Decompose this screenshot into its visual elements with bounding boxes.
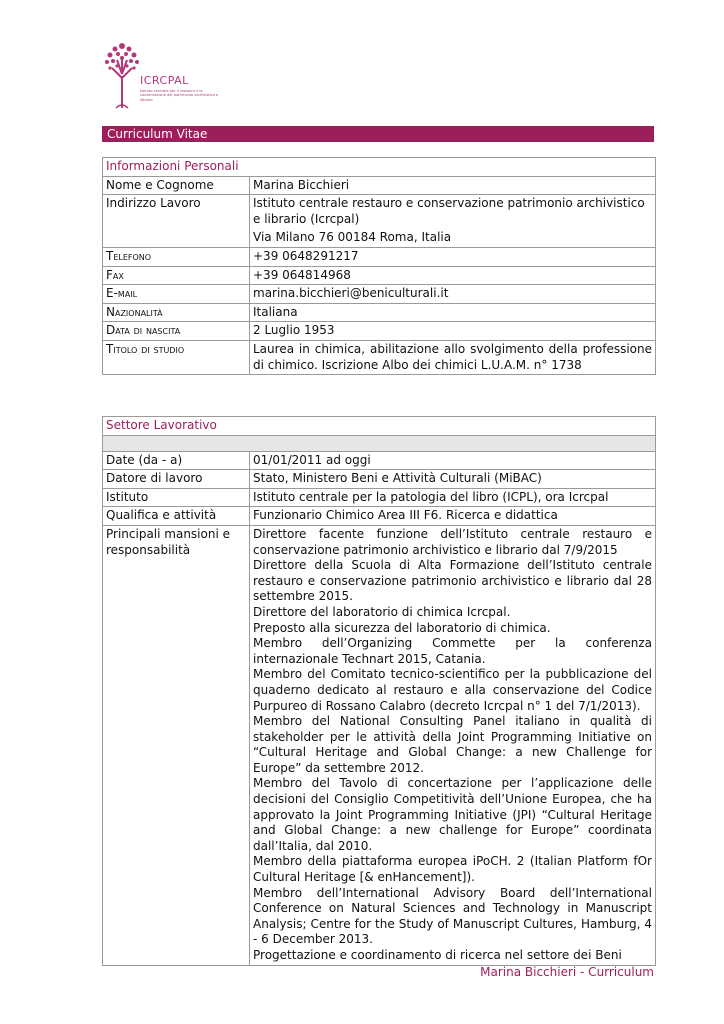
duty-item: Membro del National Consulting Panel italiano in qualità di stakeholder per le attività della Joint Programming Initiative on “Cultural Heritage and Global Change: a new Challenge for Europe” da settembre 2012. (253, 714, 652, 775)
email-label: E-mail (103, 285, 250, 304)
work-sector-title: Settore Lavorativo (103, 417, 656, 436)
institute-value: Istituto centrale per la patologia del libro (ICPL), ora Icrcpal (250, 488, 656, 507)
institute-label: Istituto (103, 488, 250, 507)
phone-value: +39 0648291217 (250, 247, 656, 266)
name-label: Nome e Cognome (103, 176, 250, 195)
email-value[interactable]: marina.bicchieri@beniculturali.it (250, 285, 656, 304)
gray-divider-row (103, 435, 656, 451)
duty-item: Membro del Tavolo di concertazione per l’applicazione delle decisioni del Consiglio Competitività dell’Unione Europea, che ha approvato la Joint Programming Initiative (JPI) “Cultural Heritage and Global Change: a new challenge for Europe” coordinata dall’Italia, dal 2010. (253, 776, 652, 853)
duty-item: Membro dell’Organizing Commette per la conferenza internazionale Technart 2015, Catania. (253, 636, 652, 666)
page-footer: Marina Bicchieri - Curriculum (480, 965, 654, 979)
duty-item: Direttore del laboratorio di chimica Icrcpal. (253, 604, 511, 619)
nationality-label: Nazionalità (103, 303, 250, 322)
personal-info-table (102, 157, 656, 375)
work-address-institute: Istituto centrale restauro e conservazione patrimonio archivistico e librario (Icrcpal) (253, 196, 645, 226)
fax-label: Fax (103, 266, 250, 285)
personal-info-title: Informazioni Personali (103, 158, 656, 177)
nationality-value: Italiana (250, 303, 656, 322)
duty-item: Membro della piattaforma europea iPoCH. 2 (Italian Platform fOr Cultural Heritage [& enHancement]). (253, 854, 652, 885)
birthdate-value: 2 Luglio 1953 (250, 322, 656, 341)
qualification-label: Qualifica e attività (103, 507, 250, 526)
duty-item: Membro del Comitato tecnico-scientifico per la pubblicazione del quaderno dedicato al restauro e alla conservazione del Codice Purpureo di Rossano Calabro (decreto Icrcpal n° 1 del 7/1/2013). (253, 667, 652, 713)
work-address-street: Via Milano 76 00184 Roma, Italia (253, 230, 452, 245)
birthdate-label: Data di nascita (103, 322, 250, 341)
fax-value: +39 064814968 (250, 266, 656, 285)
name-value: Marina Bicchieri (250, 176, 656, 195)
work-sector-table (102, 416, 656, 966)
duty-item: Direttore facente funzione dell’Istituto centrale restauro e conservazione patrimonio archivistico e librario dal 7/9/2015 (253, 526, 652, 557)
work-address-label: Indirizzo Lavoro (103, 195, 250, 248)
duties-cell (250, 525, 656, 965)
work-address-cell (250, 195, 656, 248)
duty-item: Direttore della Scuola di Alta Formazione dell’Istituto centrale restauro e conservazione patrimonio archivistico e librario dal 28 settembre 2015. (253, 558, 652, 604)
qualification-value: Funzionario Chimico Area III F6. Ricerca e didattica (250, 507, 656, 526)
duties-label: Principali mansioni e responsabilità (103, 525, 250, 965)
logo-name: ICRCPAL (140, 74, 189, 87)
phone-label: Telefono (103, 247, 250, 266)
employer-value: Stato, Ministero Beni e Attività Culturali (MiBAC) (250, 470, 656, 489)
employer-label: Datore di lavoro (103, 470, 250, 489)
dates-value: 01/01/2011 ad oggi (250, 451, 656, 470)
duty-item: Membro dell’International Advisory Board dell’International Conference on Natural Sciences and Technology in Manuscript Analysis; Centre for the Study of Manuscript Cultures, Hamburg, 4 - 6 December 2013. (253, 885, 652, 947)
degree-label: Titolo di studio (103, 340, 250, 374)
dates-label: Date (da - a) (103, 451, 250, 470)
duty-item: Preposto alla sicurezza del laboratorio di chimica. (253, 620, 551, 635)
curriculum-vitae-header: Curriculum Vitae (102, 126, 654, 142)
duty-item: Progettazione e coordinamento di ricerca nel settore dei Beni (253, 948, 622, 962)
degree-value: Laurea in chimica, abilitazione allo svolgimento della professione di chimico. Iscrizione Albo dei chimici L.U.A.M. n° 1738 (250, 340, 656, 374)
logo-subtitle: Istituto centrale per il restauro e la conservazione del patrimonio archivistico e librario (140, 89, 219, 102)
